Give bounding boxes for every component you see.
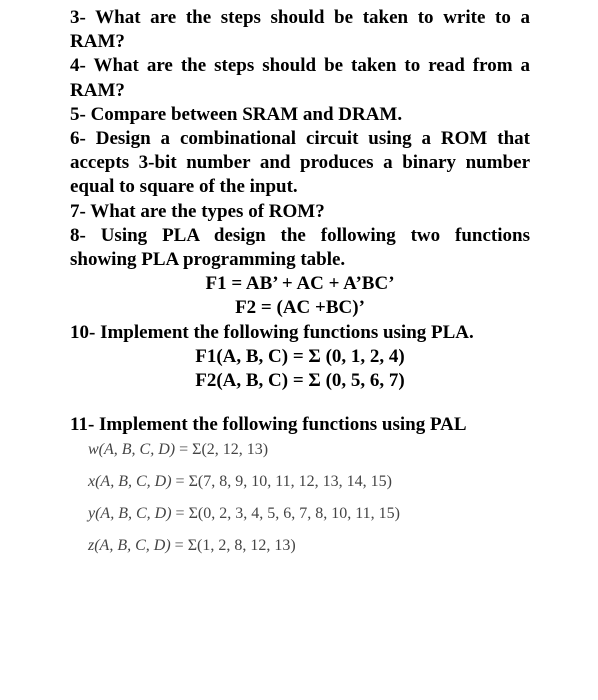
function-lhs: z(A, B, C, D) <box>88 537 171 554</box>
pal-function-z <box>88 530 508 562</box>
pal-function-y <box>88 498 508 530</box>
question-3: 3- What are the steps should be taken to write to a RAM? <box>70 7 530 53</box>
q10-equation-f2: F2(A, B, C) = Σ (0, 5, 6, 7) <box>195 370 405 392</box>
function-rhs: Σ(2, 12, 13) <box>192 441 269 458</box>
question-7: 7- What are the types of ROM? <box>70 200 325 222</box>
question-8: 8- Using PLA design the following two functions showing PLA programming table. <box>70 224 530 271</box>
function-rhs: Σ(1, 2, 8, 12, 13) <box>187 537 296 554</box>
question-list <box>70 6 530 437</box>
function-rhs: Σ(7, 8, 9, 10, 11, 12, 13, 14, 15) <box>188 473 392 490</box>
function-rhs: Σ(0, 2, 3, 4, 5, 6, 7, 8, 10, 11, 15) <box>188 505 400 522</box>
question-5: 5- Compare between SRAM and DRAM. <box>70 103 403 125</box>
question-4: 4- What are the steps should be taken to read from a RAM? <box>70 55 530 101</box>
question-6: 6- Design a combinational circuit using a ROM that accepts 3-bit number and produces a binary number equal to square of the input. <box>70 128 530 198</box>
question-10: 10- Implement the following functions using PLA. <box>70 321 474 343</box>
q8-equation-f2: F2 = (AC +BC)’ <box>235 297 365 319</box>
pal-function-w <box>88 434 508 466</box>
equals-sign: = <box>175 505 185 522</box>
pal-function-list <box>88 434 508 562</box>
function-lhs: y(A, B, C, D) <box>88 505 172 522</box>
equals-sign: = <box>175 473 185 490</box>
function-lhs: w(A, B, C, D) <box>88 441 176 458</box>
spacer <box>70 393 530 413</box>
function-lhs: x(A, B, C, D) <box>88 473 172 490</box>
question-11: 11- Implement the following functions using PAL <box>70 414 467 436</box>
pal-function-x <box>88 466 508 498</box>
equals-sign: = <box>174 537 184 554</box>
q8-equation-f1: F1 = AB’ + AC + A’BC’ <box>205 273 395 295</box>
q10-equation-f1: F1(A, B, C) = Σ (0, 1, 2, 4) <box>195 345 405 367</box>
equals-sign: = <box>179 441 189 458</box>
